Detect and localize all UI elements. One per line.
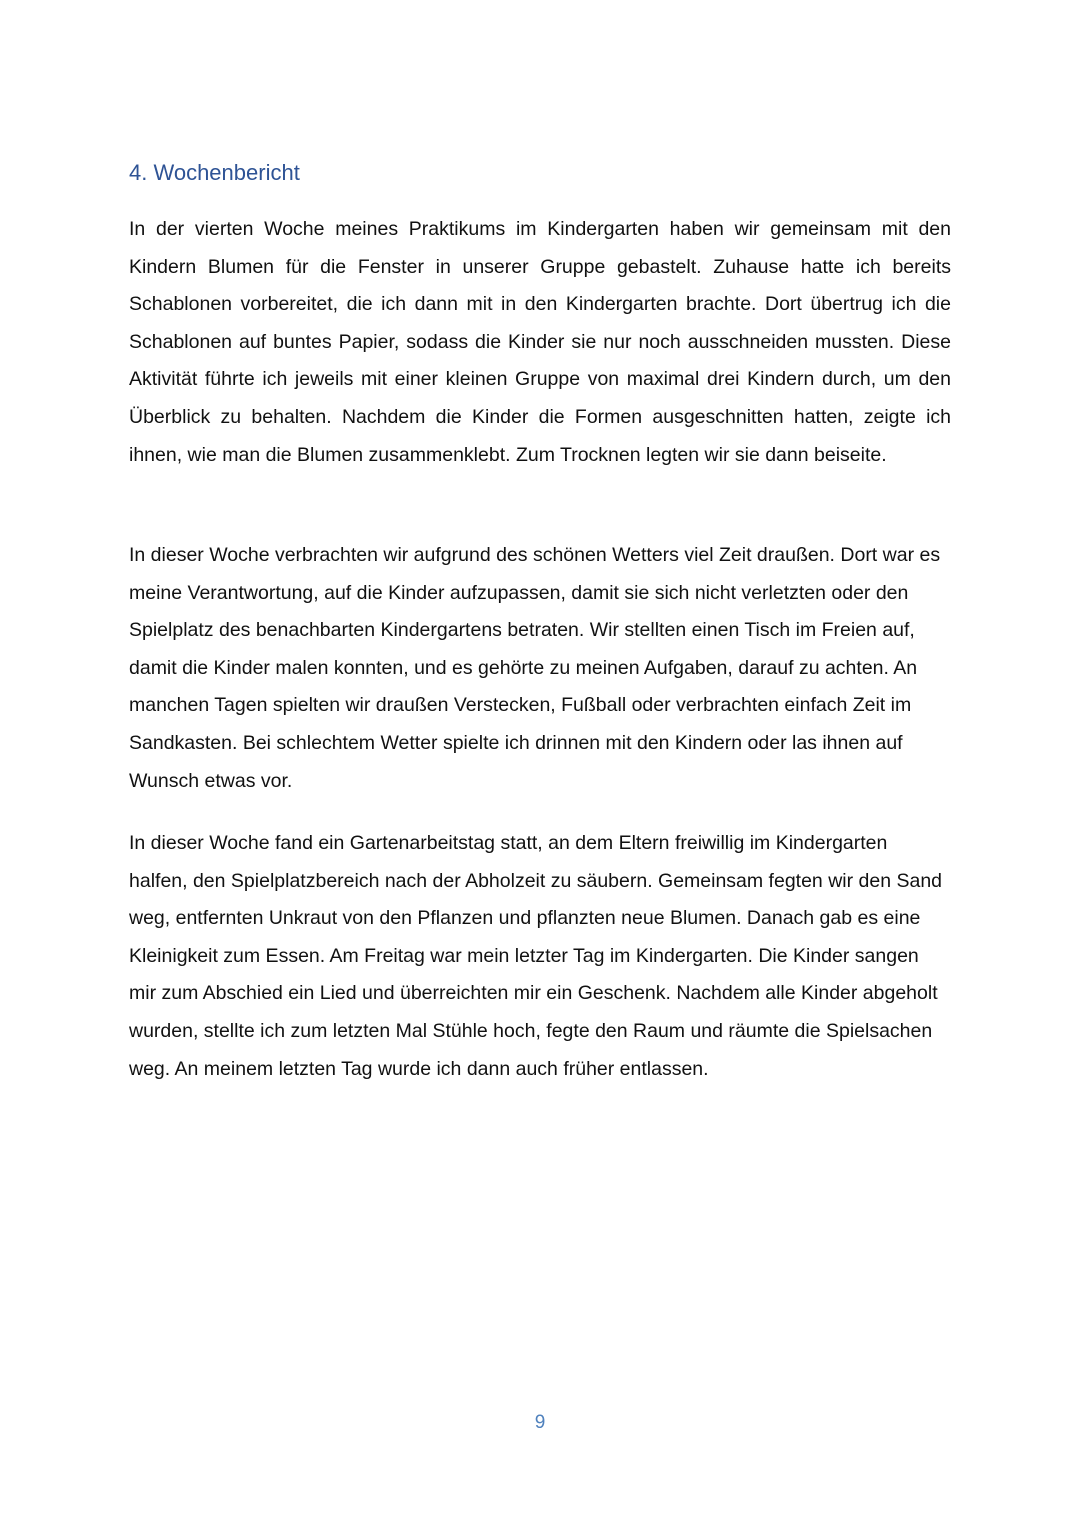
paragraph-garden-day-farewell: In dieser Woche fand ein Gartenarbeitstag statt, an dem Eltern freiwillig im Kindergarten halfen, den Spielplatzbereich nach der Abholzeit zu säubern. Gemeinsam fegten wir den Sand weg, entfernten Unkraut von den Pflanzen und pflanzten neue Blumen. Danach gab es eine Kleinigkeit zum Essen. Am Freitag war mein letzter Tag im Kindergarten. Die Kinder sangen mir zum Abschied ein Lied und überreichten mir ein Geschenk. Nachdem alle Kinder abgeholt wurden, stellte ich zum letzten Mal Stühle hoch, fegte den Raum und räumte die Spielsachen weg. An meinem letzten Tag wurde ich dann auch früher entlassen. [129,832,943,1080]
paragraph-outdoor-time: In dieser Woche verbrachten wir aufgrund des schönen Wetters viel Zeit draußen. Dort war es meine Verantwortung, auf die Kinder aufzupassen, damit sie sich nicht verletzten oder den Spielplatz des benachbarten Kindergartens betraten. Wir stellten einen Tisch im Freien auf, damit die Kinder malen konnten, und es gehörte zu meinen Aufgaben, darauf zu achten. An manchen Tagen spielten wir draußen Verstecken, Fußball oder verbrachten einfach Zeit im Sandkasten. Bei schlechtem Wetter spielte ich drinnen mit den Kindern oder las ihnen auf Wunsch etwas vor. [129,544,941,792]
paragraph-crafting-flowers: In der vierten Woche meines Praktikums im Kindergarten haben wir gemeinsam mit den Kindern Blumen für die Fenster in unserer Gruppe gebastelt. Zuhause hatte ich bereits Schablonen vorbereitet, die ich dann mit in den Kindergarten brachte. Dort übertrug ich die Schablonen auf buntes Papier, sodass die Kinder sie nur noch ausschneiden mussten. Diese Aktivität führte ich jeweils mit einer kleinen Gruppe von maximal drei Kindern durch, um den Überblick zu behalten. Nachdem die Kinder die Formen ausgeschnitten hatten, zeigte ich ihnen, wie man die Blumen zusammenklebt. Zum Trocknen legten wir sie dann beiseite. [129,218,951,466]
section-heading: 4. Wochenbericht [129,160,300,185]
page-number: 9 [534,1412,546,1433]
